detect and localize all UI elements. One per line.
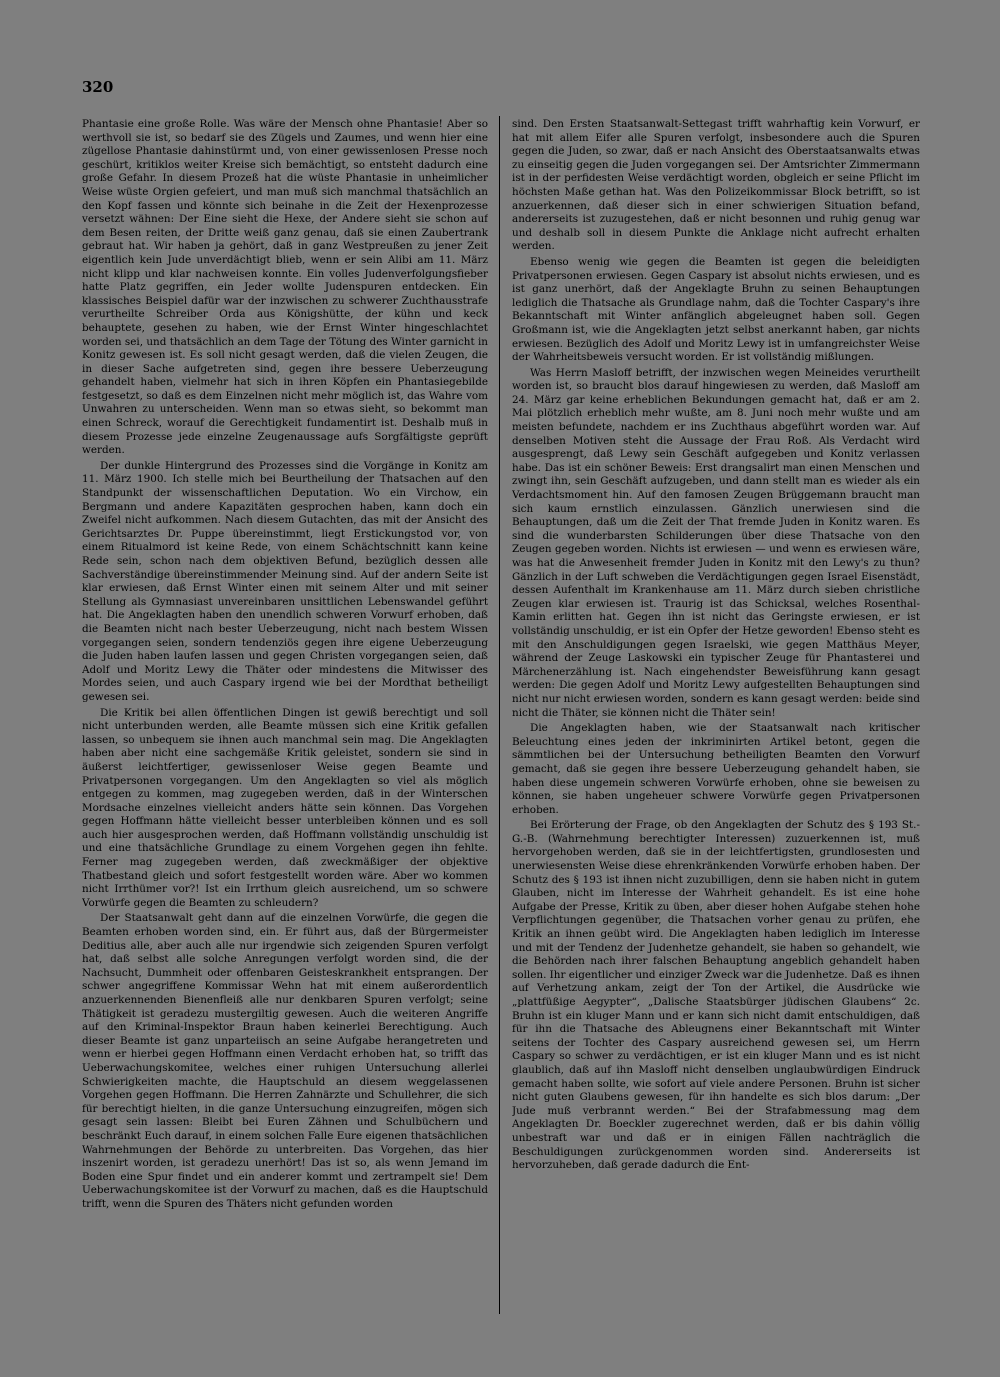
column-rule [499,116,500,1314]
paragraph: Phantasie eine große Rolle. Was wäre der Mensch ohne Phantasie! Aber so werthvoll sie ist, so bedarf sie des Zügels und Zaumes, und wenn hier eine zügellose Phantasie dahinstürmt und, von einer gewissenlosen Presse noch geschürt, kritiklos weiter Kreise sich bemächtigt, so entsteht dadurch eine große Gefahr. In diesem Prozeß hat die wüste Phantasie in unheimlicher Weise wüste Orgien gefeiert, und man muß sich manchmal thatsächlich an den Kopf fassen und könnte sich beinahe in die Zeit der Hexenprozesse versetzt wähnen: Der Eine sieht die Hexe, der Andere sieht sie schon auf dem Besen reiten, der Dritte weiß ganz genau, daß sie einen Zaubertrank gebraut hat. Wir haben ja gehört, daß in ganz Westpreußen zu jener Zeit eigentlich kein Jude unverdächtigt blieb, wenn er sein Alibi am 11. März nicht klipp und klar nachweisen konnte. Ein volles Judenverfolgungsfieber hatte Platz gegriffen, ein Jeder wollte Judenspuren entdecken. Ein klassisches Beispiel dafür war der inzwischen zu schwerer Zuchthausstrafe verurtheilte Schreiber Orda aus Königshütte, der kühn und keck behauptete, gesehen zu haben, wie der Ernst Winter hingeschlachtet worden sei, und thatsächlich an dem Tage der Tötung des Winter garnicht in Konitz gewesen ist. Es soll nicht gesagt werden, daß die vielen Zeugen, die in dieser Sache aufgetreten sind, gegen ihre bessere Ueberzeugung gehandelt haben, vielmehr hat sich in ihren Köpfen ein Phantasiegebilde festgesetzt, so daß es dem Einzelnen nicht mehr möglich ist, das Wahre vom Unwahren zu unterscheiden. Wenn man so etwas sieht, so bekommt man einen Schreck, worauf die Gerechtigkeit fundamentirt ist. Deshalb muß in diesem Prozesse jede einzelne Zeugenaussage aufs Sorgfältigste geprüft werden. [82,118,488,457]
paragraph: Was Herrn Masloff betrifft, der inzwischen wegen Meineides verurtheilt worden ist, so braucht blos darauf hingewiesen zu werden, daß Masloff am 24. März gar keine erheblichen Bekundungen gemacht hat, daß er am 2. Mai plötzlich erheblich mehr wußte, am 8. Juni noch mehr wußte und am meisten befundete, nachdem er ins Zuchthaus abgeführt worden war. Auf denselben Motiven steht die Aussage der Frau Roß. Als Verdacht wird ausgesprengt, daß Lewy sein Geschäft aufgegeben und Konitz verlassen habe. Das ist ein schöner Beweis: Erst drangsalirt man einen Menschen und zwingt ihn, sein Geschäft aufzugeben, und dann stellt man es wieder als ein Verdachtsmoment hin. Auf den famosen Zeugen Brüggemann braucht man sich kaum ernstlich einzulassen. Gänzlich unerwiesen sind die Behauptungen, daß um die Zeit der That fremde Juden in Konitz waren. Es sind die wunderbarsten Schilderungen über diese Thatsache von den Zeugen gegeben worden. Nichts ist erwiesen — und wenn es erwiesen wäre, was hat die Anwesenheit fremder Juden in Konitz mit den Lewy's zu thun? Gänzlich in der Luft schweben die Verdächtigungen gegen Israel Eisenstädt, dessen Aufenthalt im Krankenhause am 11. März durch sieben christliche Zeugen klar erwiesen ist. Traurig ist das Schicksal, welches Rosenthal-Kamin erlitten hat. Gegen ihn ist nicht das Geringste erwiesen, er ist vollständig unschuldig, er ist ein Opfer der Hetze geworden! Ebenso steht es mit den Anschuldigungen gegen Israelski, wie gegen Matthäus Meyer, während der Zeuge Laskowski ein typischer Zeuge für Phantasterei und Märchenerzählung ist. Nach eingehendster Beweisführung kann gesagt werden: Die gegen Adolf und Moritz Lewy aufgestellten Behauptungen sind nicht nur nicht erwiesen worden, sondern es kann gesagt werden: beide sind nicht die Thäter, sie können nicht die Thäter sein! [512,366,920,719]
right-column [512,118,920,1314]
paragraph: Der dunkle Hintergrund des Prozesses sind die Vorgänge in Konitz am 11. März 1900. Ich stelle mich bei Beurtheilung der Thatsachen auf den Standpunkt der wissenschaftlichen Deputation. Wo ein Virchow, ein Bergmann und andere Kapazitäten gesprochen haben, kann doch ein Zweifel nicht aufkommen. Nach diesem Gutachten, das mit der Ansicht des Gerichtsarztes Dr. Puppe übereinstimmt, liegt Erstickungstod vor, von einem Ritualmord ist keine Rede, von einem Schächtschnitt kann keine Rede sein, schon nach dem objektiven Befund, bezüglich dessen alle Sachverständige übereinstimmender Meinung sind. Auf der andern Seite ist klar erwiesen, daß Ernst Winter einen mit seinem Alter und mit seiner Stellung als Gymnasiast unvereinbaren unsittlichen Lebenswandel geführt hat. Die Angeklagten haben den unendlich schweren Vorwurf erhoben, daß die Beamten nicht nach bester Ueberzeugung, nicht nach bestem Wissen vorgegangen seien, sondern tendenziös gegen ihre eigene Ueberzeugung die Juden haben laufen lassen und gegen Christen vorgegangen seien, daß Adolf und Moritz Lewy die Thäter oder mindestens die Mitwisser des Mordes seien, und auch Caspary irgend wie bei der Mordthat betheiligt gewesen sei. [82,459,488,703]
page-number: 320 [82,78,114,96]
paragraph: Der Staatsanwalt geht dann auf die einzelnen Vorwürfe, die gegen die Beamten erhoben worden sind, ein. Er führt aus, daß der Bürgermeister Deditius alle, aber auch alle nur irgendwie sich zeigenden Spuren verfolgt hat, daß selbst alle solche Anregungen verfolgt worden sind, die der Nachsucht, Dummheit oder offenbaren Geisteskrankheit entsprangen. Der schwer angegriffene Kommissar Wehn hat mit einem außerordentlich anzuerkennenden Bienenfleiß alle nur denkbaren Spuren verfolgt; seine Thätigkeit ist geradezu mustergiltig gewesen. Auch die weiteren Angriffe auf den Kriminal-Inspektor Braun haben keinerlei Berechtigung. Auch dieser Beamte ist ganz unparteiisch an seine Aufgabe herangetreten und wenn er hierbei gegen Hoffmann einen Verdacht erhoben hat, so trifft das Ueberwachungskomitee, welches einer ruhigen Untersuchung allerlei Schwierigkeiten machte, die Hauptschuld an diesem weggelassenen Vorgehen gegen Hoffmann. Die Herren Zahnärzte und Schullehrer, die sich für berechtigt hielten, in die ganze Untersuchung einzugreifen, mögen sich gesagt sein lassen: Bleibt bei Euren Zähnen und Schulbüchern und beschränkt Euch darauf, in einem solchen Falle Eure eigenen thatsächlichen Wahrnehmungen der Behörde zu unterbreiten. Das Vorgehen, das hier inszenirt worden, ist geradezu unerhört! Das ist so, als wenn Jemand im Boden eine Spur findet und ein anderer kommt und zertrampelt sie! Dem Ueberwachungskomitee ist der Vorwurf zu machen, daß es die Hauptschuld trifft, wenn die Spuren des Thäters nicht gefunden worden [82,912,488,1210]
paragraph: sind. Den Ersten Staatsanwalt-Settegast trifft wahrhaftig kein Vorwurf, er hat mit allem Eifer alle Spuren verfolgt, insbesondere auch die Spuren gegen die Juden, so zwar, daß er nach Ansicht des Oberstaatsanwalts etwas zu einseitig gegen die Juden vorgegangen sei. Der Amtsrichter Zimmermann ist in der perfidesten Weise verdächtigt worden, obgleich er seine Pflicht im höchsten Maße gethan hat. Was den Polizeikommissar Block betrifft, so ist anzuerkennen, daß dieser sich in einer schwierigen Situation befand, andererseits ist zuzugestehen, daß er nicht besonnen und ruhig genug war und deshalb soll in diesem Punkte die Anklage nicht aufrecht erhalten werden. [512,118,920,253]
paragraph: Die Kritik bei allen öffentlichen Dingen ist gewiß berechtigt und soll nicht unterbunden werden, alle Beamte müssen sich eine Kritik gefallen lassen, so unbequem sie ihnen auch manchmal sein mag. Die Angeklagten haben aber nicht eine sachgemäße Kritik geleistet, sondern sie sind in äußerst leichtfertiger, gewissenloser Weise gegen Beamte und Privatpersonen vorgegangen. Um den Angeklagten so viel als möglich entgegen zu kommen, mag zugegeben werden, daß in der Winterschen Mordsache einzelnes vielleicht anders hätte sein können. Das Vorgehen gegen Hoffmann hätte vielleicht besser unterbleiben können und es soll auch hier ausgesprochen werden, daß Hoffmann vollständig unschuldig ist und eine thatsächliche Grundlage zu einem Vorgehen gegen ihn fehlte. Ferner mag zugegeben werden, daß zweckmäßiger der objektive Thatbestand gleich und sofort festgestellt worden wäre. Aber wo kommen nicht Irrthümer vor?! Ist ein Irrthum gleich ausreichend, um so schwere Vorwürfe gegen die Beamten zu schleudern? [82,706,488,909]
left-column [82,118,488,1314]
paragraph: Ebenso wenig wie gegen die Beamten ist gegen die beleidigten Privatpersonen erwiesen. Gegen Caspary ist absolut nichts erwiesen, und es ist ganz unerhört, daß der Angeklagte Bruhn zu seinen Behauptungen lediglich die Thatsache als Grundlage nahm, daß die Tochter Caspary's ihre Bekanntschaft mit Winter anfänglich abgeleugnet haben soll. Gegen Großmann ist, wie die Angeklagten jetzt selbst anerkannt haben, gar nichts erwiesen. Bezüglich des Adolf und Moritz Lewy ist in umfangreichster Weise der Wahrheitsbeweis versucht worden. Er ist vollständig mißlungen. [512,255,920,364]
paragraph: Die Angeklagten haben, wie der Staatsanwalt nach kritischer Beleuchtung eines jeden der inkriminirten Artikel betont, gegen die sämmtlichen bei der Untersuchung betheiligten Beamten den Vorwurf gemacht, daß sie gegen ihre bessere Ueberzeugung gehandelt haben, sie haben diese ungemein schweren Vorwürfe erhoben, ohne sie beweisen zu können, sie haben ungeheuer schwere Vorwürfe gegen Privatpersonen erhoben. [512,722,920,816]
paragraph: Bei Erörterung der Frage, ob den Angeklagten der Schutz des § 193 St.-G.-B. (Wahrnehmung berechtigter Interessen) zuzuerkennen ist, muß hervorgehoben werden, daß sie in der leichtfertigsten, grundlosesten und unerwiesensten Weise diese ehrenkränkenden Vorwürfe erhoben haben. Der Schutz des § 193 ist ihnen nicht zuzubilligen, denn sie haben nicht in gutem Glauben, nicht im Interesse der Wahrheit gehandelt. Es ist eine hohe Aufgabe der Presse, Kritik zu üben, aber dieser hohen Aufgabe stehen hohe Verpflichtungen gegenüber, die Thatsachen vorher genau zu prüfen, ehe Kritik an ihnen geübt wird. Die Angeklagten haben lediglich im Interesse und mit der Tendenz der Judenhetze gehandelt, sie haben so gehandelt, wie die Behörden nach ihrer falschen Behauptung angeblich gehandelt haben sollen. Ihr eigentlicher und einziger Zweck war die Judenhetze. Daß es ihnen auf Verhetzung ankam, zeigt der Ton der Artikel, die Ausdrücke wie „plattfüßige Aegypter“, „Dalische Staatsbürger jüdischen Glaubens“ 2c. Bruhn ist ein kluger Mann und er kann sich nicht damit entschuldigen, daß für ihn die Thatsache des Ableugnens einer Bekanntschaft mit Winter seitens der Tochter des Caspary ausreichend gewesen sei, um Herrn Caspary so schwer zu verdächtigen, er ist ein kluger Mann und es ist nicht glaublich, daß auf ihn Masloff nicht denselben unglaubwürdigen Eindruck gemacht haben sollte, wie sofort auf viele andere Personen. Bruhn ist sicher nicht guten Glaubens gewesen, für ihn handelte es sich blos darum: „Der Jude muß verbrannt werden.“ Bei der Strafabmessung mag dem Angeklagten Dr. Boeckler zugerechnet werden, daß er bis dahin völlig unbestraft war und daß er in einigen Fällen nachträglich die Beschuldigungen zurückgenommen worden sind. Andererseits ist hervorzuheben, daß gerade dadurch die Ent- [512,819,920,1172]
